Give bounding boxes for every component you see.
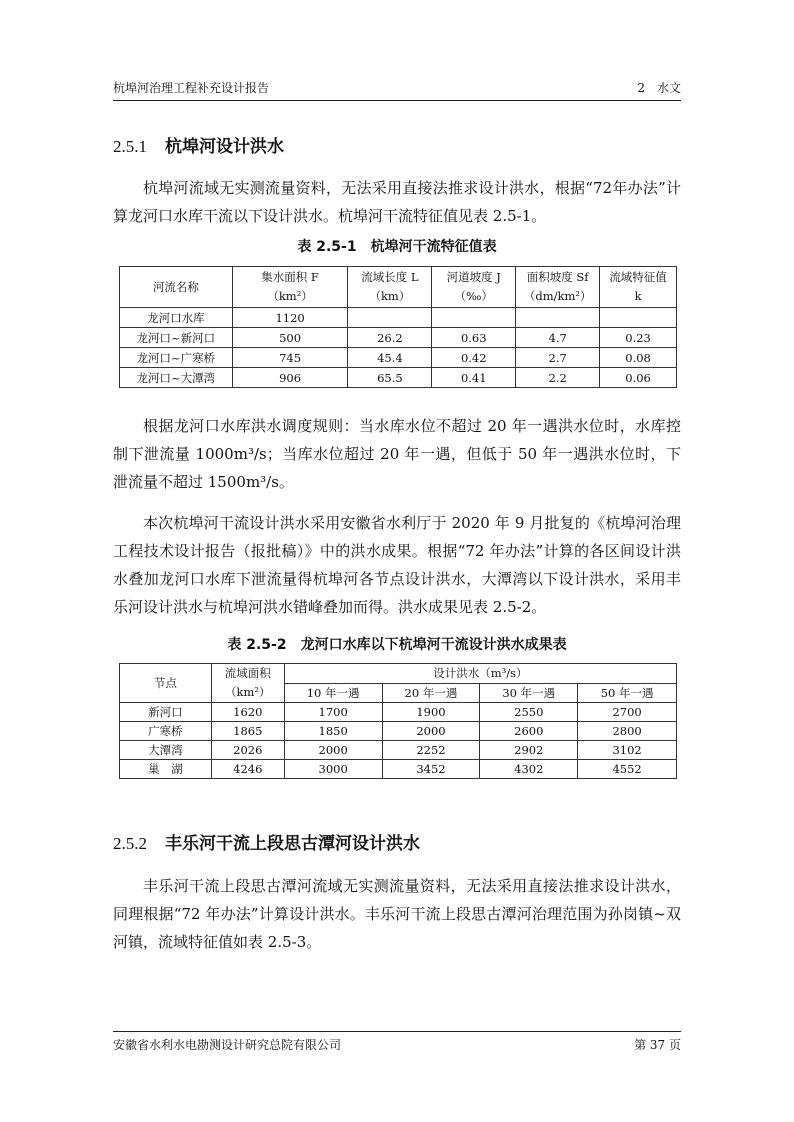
table-cell: 2902	[480, 741, 578, 760]
table-cell: 4552	[578, 760, 677, 779]
table-row	[120, 328, 677, 348]
section-heading-2-5-1	[113, 132, 284, 157]
table-cell: 1850	[284, 722, 382, 741]
table-header-row	[120, 664, 677, 684]
table-cell: 龙河口~大潭湾	[120, 368, 233, 388]
table-1	[119, 266, 677, 388]
table-cell: 2000	[284, 741, 382, 760]
table-cell: 1620	[211, 703, 284, 722]
table-cell: 广寒桥	[120, 722, 212, 741]
table-cell: 大潭湾	[120, 741, 212, 760]
table-cell: 1865	[211, 722, 284, 741]
paragraph-2: 根据龙河口水库洪水调度规则：当水库水位不超过 20 年一遇洪水位时，水库控制下泄流量 1000m³/s；当库水位超过 20 年一遇，但低于 50 年一遇洪水位时，下泄流量不超过 1500m³/s。	[113, 417, 681, 491]
table-cell: 巢 湖	[120, 760, 212, 779]
header-cell: 流域特征值 k	[600, 267, 677, 308]
header-cell: 河道坡度 J （‰）	[432, 267, 516, 308]
header-cell: 50 年一遇	[578, 683, 677, 703]
header-cell: 河流名称	[120, 267, 233, 308]
section-title: 杭埠河设计洪水	[165, 137, 284, 157]
table-cell: 2000	[382, 722, 480, 741]
table-row	[120, 722, 677, 741]
table-cell: 500	[232, 328, 348, 348]
chapter-label: 2 水文	[637, 81, 681, 95]
table-cell: 2.2	[516, 368, 600, 388]
table-cell: 4.7	[516, 328, 600, 348]
table-cell: 2550	[480, 703, 578, 722]
table-cell: 906	[232, 368, 348, 388]
paragraph-3: 本次杭埠河干流设计洪水采用安徽省水利厅于 2020 年 9 月批复的《杭埠河治理工程技术设计报告（报批稿）》中的洪水成果。根据“72 年办法”计算的各区间设计洪水叠加龙河口水库下泄流量得杭埠河各节点设计洪水，大潭湾以下设计洪水，采用丰乐河设计洪水与杭埠河洪水错峰叠加而得。洪水成果见表 2.5-2。	[113, 514, 681, 616]
table-cell: 0.42	[432, 348, 516, 368]
header-cell: 流域面积 （km²）	[211, 664, 284, 703]
table-cell: 0.23	[600, 328, 677, 348]
section-title: 丰乐河干流上段思古潭河设计洪水	[165, 834, 420, 854]
header-cell: 面积坡度 Sf （dm/km²）	[516, 267, 600, 308]
table-row	[120, 741, 677, 760]
table-cell: 2700	[578, 703, 677, 722]
header-cell: 集水面积 F （km²）	[232, 267, 348, 308]
table-cell	[348, 308, 432, 328]
report-title: 杭埠河治理工程补充设计报告	[113, 81, 270, 95]
table-cell: 0.63	[432, 328, 516, 348]
header-cell: 20 年一遇	[382, 683, 480, 703]
table-cell: 1700	[284, 703, 382, 722]
table-cell: 新河口	[120, 703, 212, 722]
table-cell: 65.5	[348, 368, 432, 388]
table-cell: 4246	[211, 760, 284, 779]
header-cell: 节点	[120, 664, 212, 703]
table-cell: 2252	[382, 741, 480, 760]
table-cell	[600, 308, 677, 328]
table-cell: 3000	[284, 760, 382, 779]
table-row	[120, 368, 677, 388]
page-footer	[113, 1031, 681, 1052]
page-header	[113, 78, 681, 101]
section-number: 2.5.2	[113, 834, 147, 853]
section-heading-2-5-2	[113, 829, 420, 854]
table-cell: 3452	[382, 760, 480, 779]
table-cell: 26.2	[348, 328, 432, 348]
table-cell	[432, 308, 516, 328]
table-1-caption: 表 2.5-1 杭埠河干流特征值表	[297, 239, 497, 255]
table-header-row	[120, 267, 677, 308]
table-cell: 2600	[480, 722, 578, 741]
table-row	[120, 760, 677, 779]
table-row	[120, 348, 677, 368]
table-cell: 1900	[382, 703, 480, 722]
table-cell: 龙河口~新河口	[120, 328, 233, 348]
header-cell: 30 年一遇	[480, 683, 578, 703]
header-cell: 10 年一遇	[284, 683, 382, 703]
table-cell: 0.06	[600, 368, 677, 388]
paragraph-4: 丰乐河干流上段思古潭河流域无实测流量资料，无法采用直接法推求设计洪水，同理根据“72 年办法”计算设计洪水。丰乐河干流上段思古潭河治理范围为孙岗镇~双河镇，流域特征值如表 2.5-3。	[113, 877, 681, 951]
table-cell: 1120	[232, 308, 348, 328]
header-cell: 流域长度 L （km）	[348, 267, 432, 308]
table-2-caption: 表 2.5-2 龙河口水库以下杭埠河干流设计洪水成果表	[227, 637, 567, 653]
table-cell: 3102	[578, 741, 677, 760]
table-cell: 745	[232, 348, 348, 368]
table-cell: 龙河口~广寒桥	[120, 348, 233, 368]
page-number: 第 37 页	[634, 1038, 681, 1052]
header-cell: 设计洪水（m³/s）	[284, 664, 676, 684]
table-cell: 2.7	[516, 348, 600, 368]
table-cell: 龙河口水库	[120, 308, 233, 328]
table-cell: 2026	[211, 741, 284, 760]
section-number: 2.5.1	[113, 137, 147, 156]
table-cell: 2800	[578, 722, 677, 741]
table-cell: 0.41	[432, 368, 516, 388]
table-cell: 45.4	[348, 348, 432, 368]
table-2	[119, 663, 677, 779]
table-cell: 0.08	[600, 348, 677, 368]
table-row	[120, 703, 677, 722]
table-cell: 4302	[480, 760, 578, 779]
table-row	[120, 308, 677, 328]
table-cell	[516, 308, 600, 328]
company-name: 安徽省水利水电勘测设计研究总院有限公司	[113, 1038, 342, 1052]
paragraph-1: 杭埠河流域无实测流量资料，无法采用直接法推求设计洪水，根据“72年办法”计算龙河口水库干流以下设计洪水。杭埠河干流特征值见表 2.5-1。	[113, 179, 681, 225]
